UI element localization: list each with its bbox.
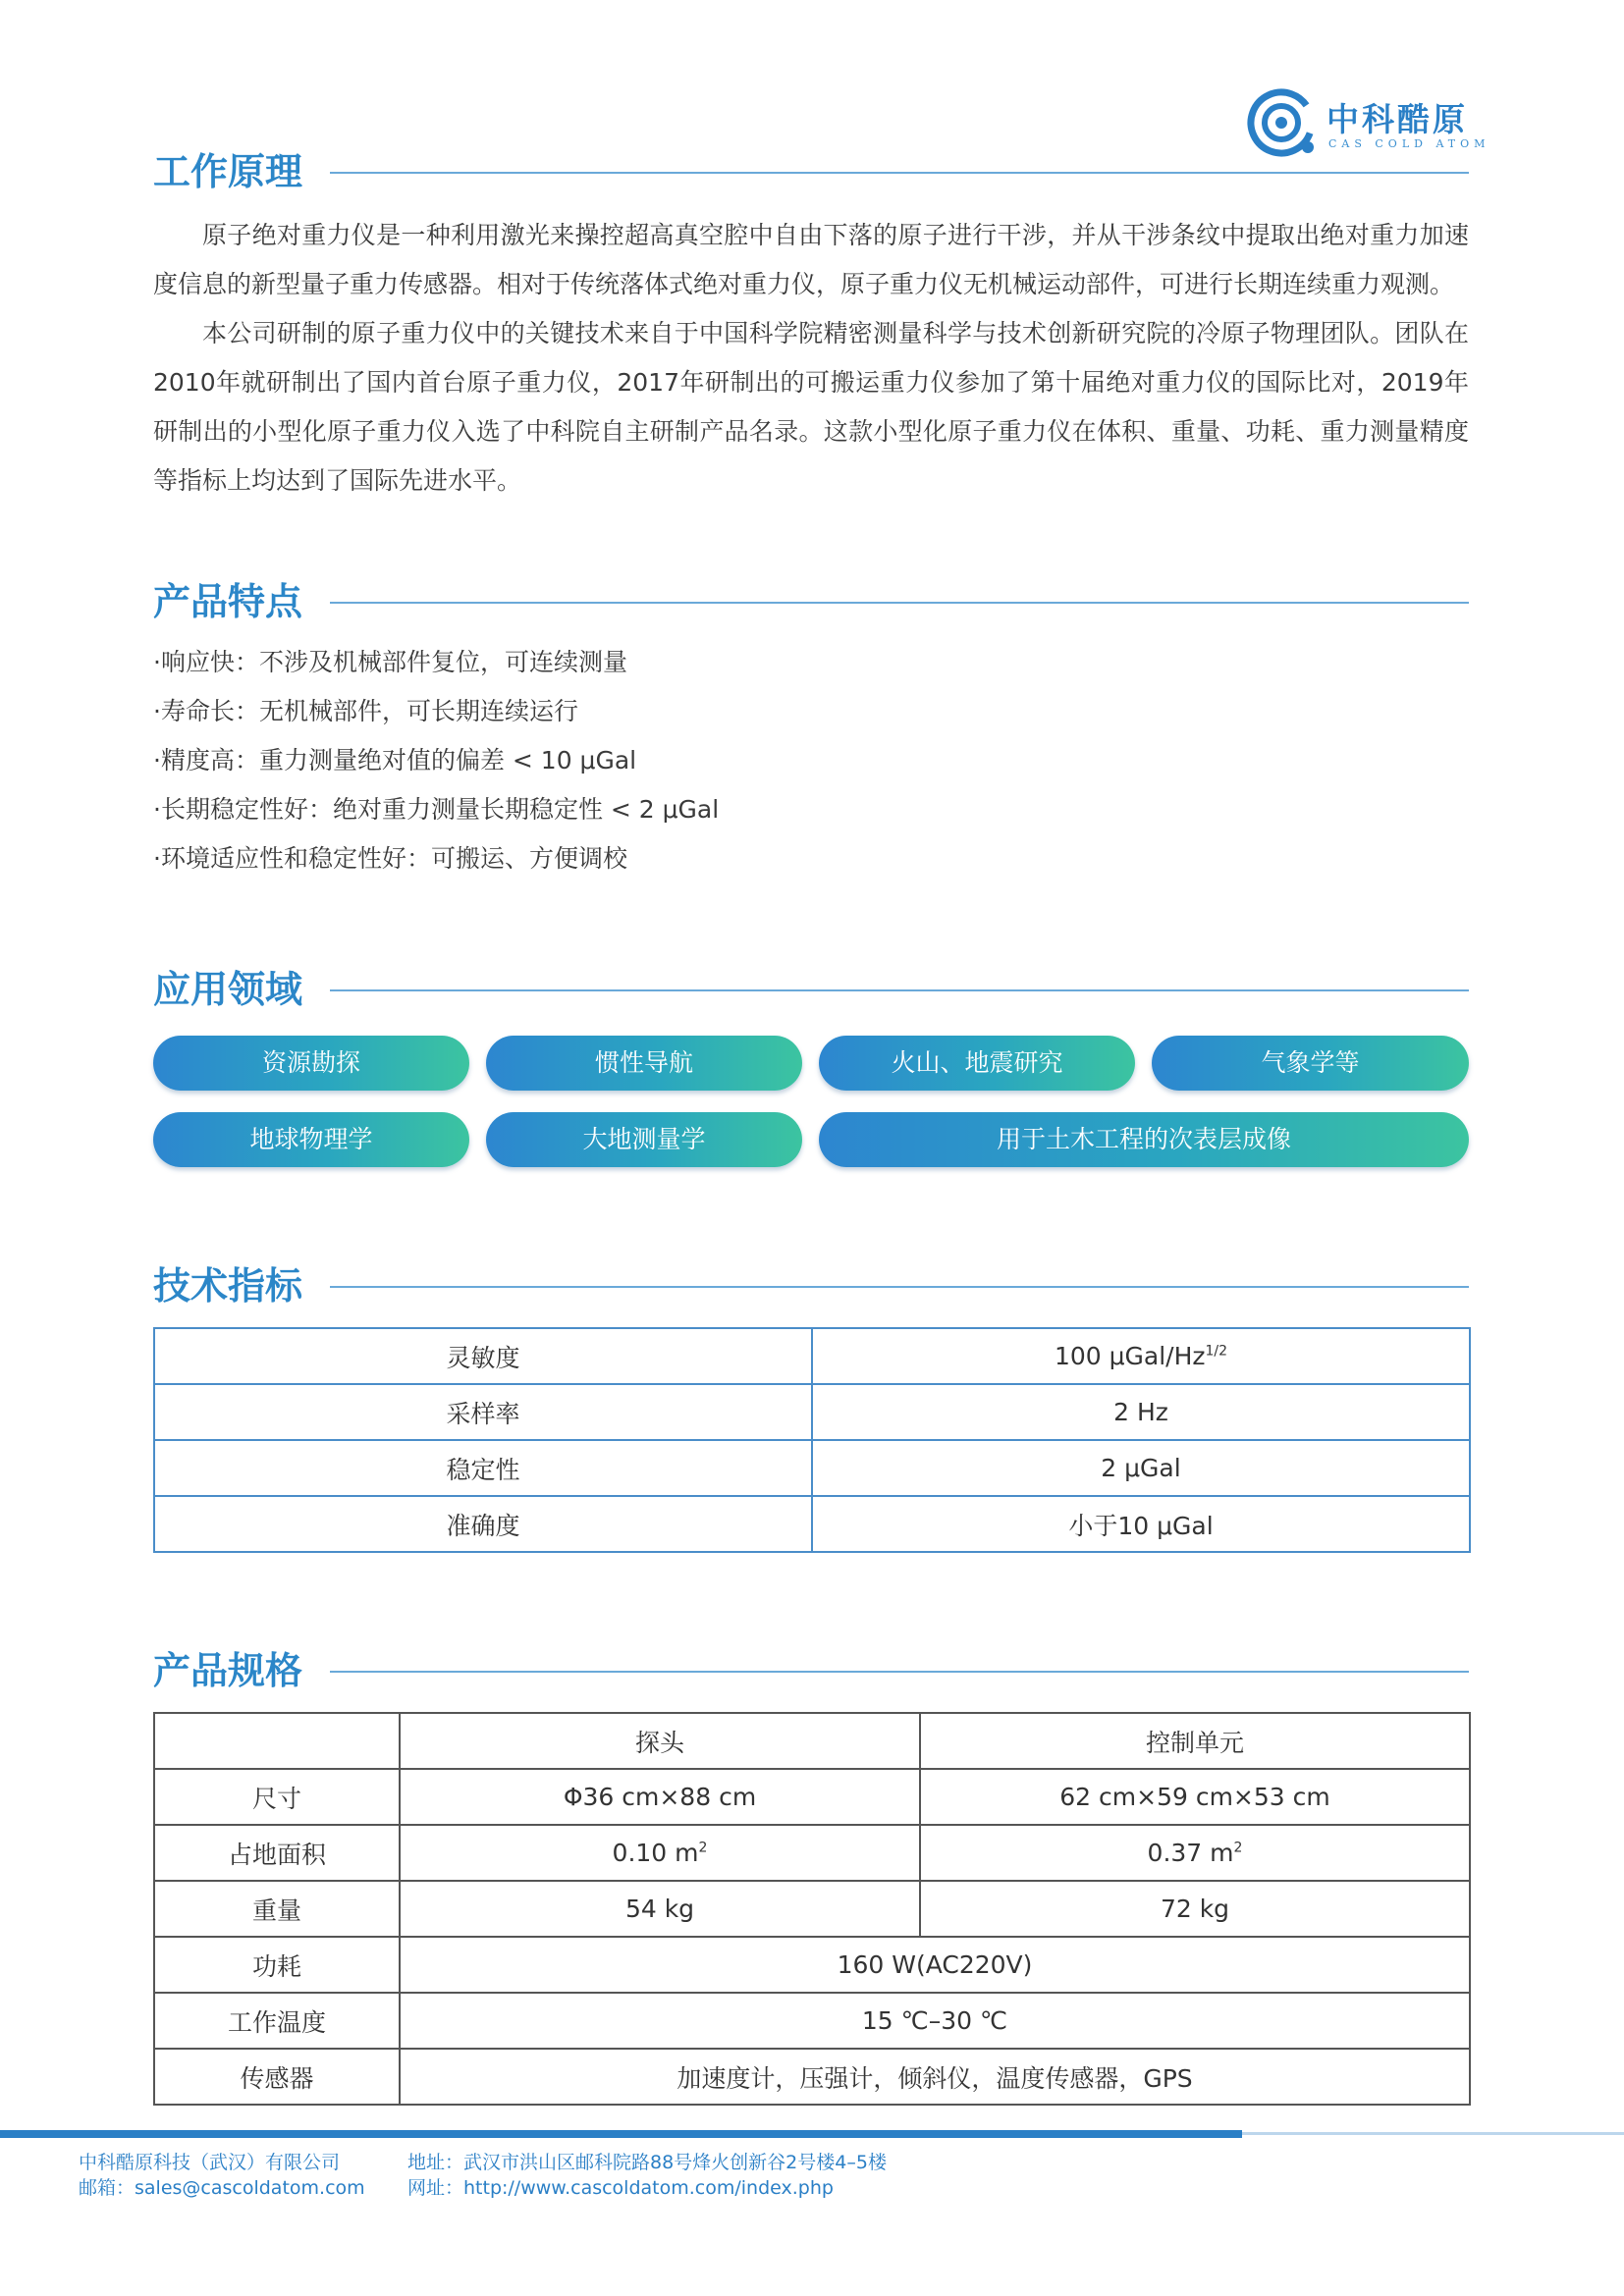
section-title: 应用领域 [153, 968, 303, 1011]
application-tag: 气象学等 [1152, 1036, 1469, 1091]
probe-value: 54 kg [400, 1881, 920, 1937]
application-tag: 资源勘探 [153, 1036, 469, 1091]
spec-value: 100 μGal/$Hz^{1/2}$ [812, 1328, 1470, 1384]
section-divider [330, 1286, 1469, 1288]
section-title: 产品特点 [153, 580, 303, 623]
row-label: 传感器 [154, 2049, 400, 2105]
table-row [154, 1328, 1470, 1384]
row-label: 工作温度 [154, 1993, 400, 2049]
application-tag: 惯性导航 [486, 1036, 802, 1091]
application-tag: 火山、地震研究 [819, 1036, 1135, 1091]
probe-value: Φ36 cm×88 cm [400, 1769, 920, 1825]
footer-address: 地址：武汉市洪山区邮科院路88号烽火创新谷2号楼4–5楼 [407, 2152, 887, 2173]
spec-value: 2 μGal [812, 1440, 1470, 1496]
control-value: 0.37 $m^2$ [920, 1825, 1470, 1881]
section-divider [330, 172, 1469, 174]
header-cell [154, 1713, 400, 1769]
header-cell: 探头 [400, 1713, 920, 1769]
control-value: 72 kg [920, 1881, 1470, 1937]
section-tech [153, 1256, 1469, 1315]
merged-value: 加速度计，压强计，倾斜仪，温度传感器，GPS [400, 2049, 1470, 2105]
list-item: ·响应快：不涉及机械部件复位，可连续测量 [153, 648, 627, 676]
footer-bar [0, 2130, 1242, 2138]
spec-value: 2 Hz [812, 1384, 1470, 1440]
spec-label: 稳定性 [154, 1440, 812, 1496]
application-tag: 用于土木工程的次表层成像 [819, 1112, 1469, 1167]
table-header-row [154, 1713, 1470, 1769]
section-features [153, 572, 1469, 631]
table-row [154, 1440, 1470, 1496]
header-cell: 控制单元 [920, 1713, 1470, 1769]
spec-label: 灵敏度 [154, 1328, 812, 1384]
section-principle [153, 142, 1469, 201]
feature-list [153, 638, 1469, 883]
table-row [154, 1496, 1470, 1552]
application-tag: 大地测量学 [486, 1112, 802, 1167]
brand-name-en: CAS COLD ATOM [1328, 137, 1490, 150]
section-specs [153, 1641, 1469, 1700]
list-item: ·长期稳定性好：绝对重力测量长期稳定性 < 2 μGal [153, 795, 720, 824]
footer-company: 中科酷原科技（武汉）有限公司 [79, 2152, 341, 2173]
row-label: 功耗 [154, 1937, 400, 1993]
spec-value: 小于10 μGal [812, 1496, 1470, 1552]
table-row [154, 1937, 1470, 1993]
row-label: 重量 [154, 1881, 400, 1937]
row-label: 尺寸 [154, 1769, 400, 1825]
principle-paragraph-1: 原子绝对重力仪是一种利用激光来操控超高真空腔中自由下落的原子进行干涉，并从干涉条纹中提取出绝对重力加速度信息的新型量子重力传感器。相对于传统落体式绝对重力仪，原子重力仪无机械运动部件，可进行长期连续重力观测。 [153, 221, 1469, 298]
merged-value: 15 ℃–30 ℃ [400, 1993, 1470, 2049]
spec-label: 准确度 [154, 1496, 812, 1552]
control-value: 62 cm×59 cm×53 cm [920, 1769, 1470, 1825]
row-label: 占地面积 [154, 1825, 400, 1881]
section-applications [153, 960, 1469, 1019]
footer-bar-light [1242, 2132, 1624, 2135]
footer-email[interactable]: 邮箱：sales@cascoldatom.com [79, 2177, 365, 2199]
section-divider [330, 602, 1469, 604]
section-divider [330, 989, 1469, 991]
section-divider [330, 1671, 1469, 1673]
table-row [154, 2049, 1470, 2105]
principle-paragraph-2: 本公司研制的原子重力仪中的关键技术来自于中国科学院精密测量科学与技术创新研究院的冷原子物理团队。团队在2010年就研制出了国内首台原子重力仪，2017年研制出的可搬运重力仪参加了第十届绝对重力仪的国际比对，2019年研制出的小型化原子重力仪入选了中科院自主研制产品名录。这款小型化原子重力仪在体积、重量、功耗、重力测量精度等指标上均达到了国际先进水平。 [153, 319, 1469, 495]
merged-value: 160 W(AC220V) [400, 1937, 1470, 1993]
spec-label: 采样率 [154, 1384, 812, 1440]
probe-value: 0.10 $m^2$ [400, 1825, 920, 1881]
application-tag: 地球物理学 [153, 1112, 469, 1167]
table-row [154, 1993, 1470, 2049]
table-row [154, 1769, 1470, 1825]
list-item: ·寿命长：无机械部件，可长期连续运行 [153, 697, 578, 725]
section-title: 产品规格 [153, 1649, 303, 1692]
section-title: 技术指标 [153, 1264, 303, 1308]
brand-name-cn: 中科酷原 [1326, 100, 1468, 138]
table-row [154, 1384, 1470, 1440]
section-title: 工作原理 [153, 150, 303, 193]
list-item: ·环境适应性和稳定性好：可搬运、方便调校 [153, 844, 627, 873]
tech-spec-table [153, 1327, 1471, 1553]
list-item: ·精度高：重力测量绝对值的偏差 < 10 μGal [153, 746, 637, 774]
table-row [154, 1825, 1470, 1881]
product-spec-table [153, 1712, 1471, 2106]
table-row [154, 1881, 1470, 1937]
footer-website[interactable]: 网址：http://www.cascoldatom.com/index.php [407, 2177, 834, 2199]
